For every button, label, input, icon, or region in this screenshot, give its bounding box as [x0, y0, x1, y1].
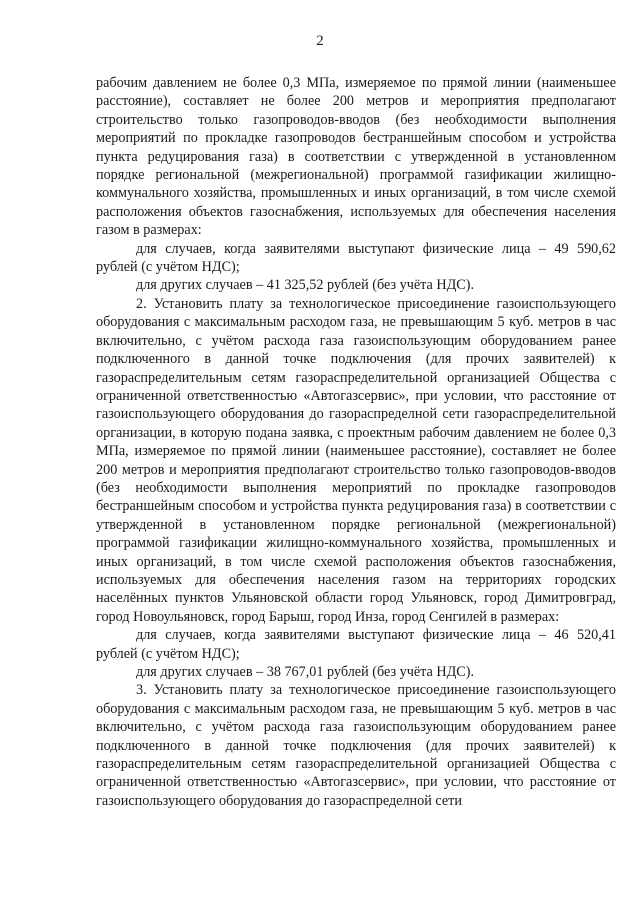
paragraph: для других случаев – 38 767,01 рублей (без учёта НДС).	[136, 664, 474, 680]
paragraph: 2. Установить плату за технологическое присоединение газоиспользующего оборудования с максимальным расходом газа, не превышающим 5 куб. метров в час включительно, с учётом расхода газа газоиспользующим оборудованием ранее подключенного в данной точке подключения (для прочих заявителей) к газораспределительным сетям газораспределительной организацией Общества с ограниченной ответственностью «Автогазсервис», при условии, что расстояние от газоиспользующего оборудования до газораспределной сети газораспределительной организации, в которую подана заявка, с проектным рабочим давлением не более 0,3 МПа, измеряемое по прямой линии (наименьшее расстояние), составляет не более 200 метров и мероприятия предполагают строительство только газопроводов-вводов (без необходимости выполнения мероприятий по прокладке газопроводов бестраншейным способом и устройства пункта редуцирования газа) в соответствии с утвержденной в установленном порядке региональной (межрегиональной) программой газификации жилищно-коммунального хозяйства, промышленных и иных организаций, в том числе схемой расположения объектов газоснабжения, используемых для обеспечения населения газом на территориях городских населённых пунктов Ульяновской области город Ульяновск, город Димитровград, город Новоульяновск, город Барыш, город Инза, город Сенгилей в размерах:	[96, 295, 616, 625]
paragraph: для других случаев – 41 325,52 рублей (без учёта НДС).	[136, 277, 474, 294]
paragraph: для случаев, когда заявителями выступают физические лица – 46 520,41 рублей (с учётом НДС);	[96, 627, 616, 662]
paragraph: рабочим давлением не более 0,3 МПа, измеряемое по прямой линии (наименьшее расстояние), составляет не более 200 метров и мероприятия предполагают строительство только газопроводов-вводов (без необходимости выполнения мероприятий по прокладке газопроводов бестраншейным способом и устройства пункта редуцирования газа) в соответствии с утвержденной в установленном порядке региональной (межрегиональной) программой газификации жилищно-коммунального хозяйства, промышленных и иных организаций, в том числе схемой расположения объектов газоснабжения, используемых для обеспечения населения газом в размерах:	[96, 75, 616, 239]
document-body	[96, 74, 616, 810]
page-number: 2	[316, 33, 324, 49]
paragraph: для случаев, когда заявителями выступают физические лица – 49 590,62 рублей (с учётом НДС);	[96, 240, 616, 276]
paragraph: 3. Установить плату за технологическое присоединение газоиспользующего оборудования с максимальным расходом газа, не превышающим 5 куб. метров в час включительно, с учётом расхода газа газоиспользующим оборудованием ранее подключенного в данной точке подключения (для прочих заявителей) к газораспределительным сетям газораспределительной организацией Общества с ограниченной ответственностью «Автогазсервис», при условии, что расстояние от газоиспользующего оборудования до газораспределной сети	[96, 682, 616, 809]
